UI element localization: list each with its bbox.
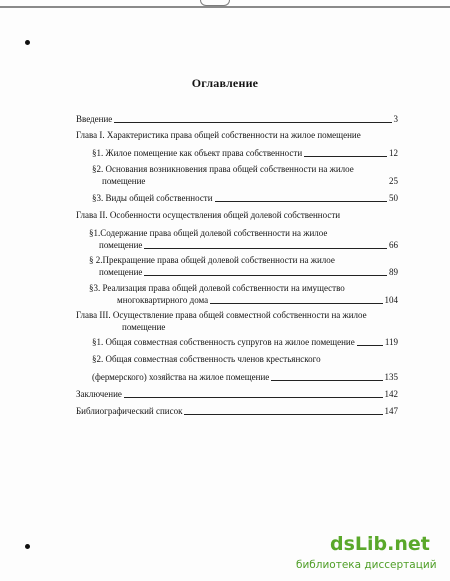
toc-leader bbox=[144, 275, 387, 276]
toc-entry-2-2[interactable] bbox=[89, 254, 398, 278]
toc-entry-label: Заключение bbox=[76, 389, 122, 399]
toc-entry-label: Введение bbox=[76, 114, 113, 124]
toc-entry-label-cont: помещение bbox=[102, 176, 146, 186]
toc-leader bbox=[114, 122, 391, 123]
watermark-subtitle: библиотека диссертаций bbox=[296, 559, 437, 571]
toc-entry-label: Глава III. Осуществление права общей совместной собственности на жилое bbox=[76, 310, 367, 320]
toc-chapter-3[interactable] bbox=[76, 309, 398, 333]
toc-entry-label: §1.Содержание права общей долевой собственности на жилое bbox=[89, 228, 328, 238]
toc-entry-label: (фермерского) хозяйства на жилое помещение bbox=[92, 372, 270, 382]
toc-entry-2-1[interactable] bbox=[89, 227, 398, 251]
toc-entry-label: §2. Общая совместная собственность членов крестьянского bbox=[92, 354, 321, 364]
toc-entry-3-2-cont[interactable] bbox=[92, 371, 398, 383]
toc-entry-3-1[interactable] bbox=[92, 336, 398, 348]
toc-entry-label-cont: помещение bbox=[99, 240, 143, 250]
toc-entry-1-3[interactable] bbox=[92, 192, 398, 204]
toc-entry-intro[interactable] bbox=[76, 113, 398, 125]
toc-entry-label-cont: многоквартирного дома bbox=[117, 295, 209, 305]
toc-page-number: 104 bbox=[384, 295, 398, 305]
page-title: Оглавление bbox=[191, 76, 259, 90]
toc-leader bbox=[184, 414, 382, 415]
toc-leader bbox=[271, 380, 382, 381]
punch-hole-top bbox=[25, 40, 30, 45]
toc-leader bbox=[357, 345, 383, 346]
toc-page-number: 3 bbox=[393, 114, 398, 124]
toc-leader bbox=[124, 397, 383, 398]
toc-entry-label: §3. Реализация права общей долевой собственности на имущество bbox=[89, 283, 345, 293]
toc-leader bbox=[210, 303, 382, 304]
toc-leader bbox=[215, 201, 387, 202]
toc-page-number: 135 bbox=[384, 372, 398, 382]
toc-page-number: 147 bbox=[384, 406, 398, 416]
toc-chapter-1[interactable] bbox=[76, 129, 361, 141]
toc-entry-label-cont: помещение bbox=[99, 267, 143, 277]
toc-entry-label: §1. Общая совместная собственность супругов на жилое помещение bbox=[92, 337, 355, 347]
toc-page-number: 50 bbox=[389, 193, 398, 203]
punch-hole-bottom bbox=[25, 544, 30, 549]
toc-leader bbox=[304, 156, 387, 157]
toc-entry-label-cont: помещение bbox=[122, 322, 166, 332]
toc-entry-conclusion[interactable] bbox=[76, 388, 398, 400]
toc-entry-label: Глава I. Характеристика права общей собственности на жилое помещение bbox=[76, 130, 361, 140]
toc-entry-bibliography[interactable] bbox=[76, 405, 398, 417]
toc-entry-label: §1. Жилое помещение как объект права собственности bbox=[92, 148, 303, 158]
toc-page-number: 25 bbox=[389, 176, 398, 186]
toc-entry-1-1[interactable] bbox=[92, 147, 398, 159]
toc-entry-3-2[interactable] bbox=[92, 353, 321, 365]
toc-page-number: 119 bbox=[384, 337, 398, 347]
toc-leader bbox=[144, 248, 387, 249]
toc-entry-label: § 2.Прекращение права общей долевой собственности на жилое bbox=[89, 255, 335, 265]
toc-entry-label: §3. Виды общей собственности bbox=[92, 193, 213, 203]
toc-page-number: 142 bbox=[384, 389, 398, 399]
scan-top-edge bbox=[0, 6, 450, 8]
toc-entry-label: Глава II. Особенности осуществления общей долевой собственности bbox=[76, 210, 341, 220]
toc-leader bbox=[147, 184, 387, 185]
scan-fold-mark bbox=[200, 0, 230, 6]
toc-page-number: 12 bbox=[389, 148, 398, 158]
toc-entry-label: Библиографический список bbox=[76, 406, 183, 416]
toc-page-number: 66 bbox=[389, 240, 398, 250]
toc-chapter-2[interactable] bbox=[76, 209, 340, 221]
toc-entry-label: §2. Основания возникновения права общей собственности на жилое bbox=[92, 164, 354, 174]
toc-entry-1-2[interactable] bbox=[92, 163, 398, 187]
watermark-logo: dsLib.net bbox=[330, 533, 430, 555]
toc-page-number: 89 bbox=[389, 267, 398, 277]
toc-entry-2-3[interactable] bbox=[89, 282, 398, 306]
